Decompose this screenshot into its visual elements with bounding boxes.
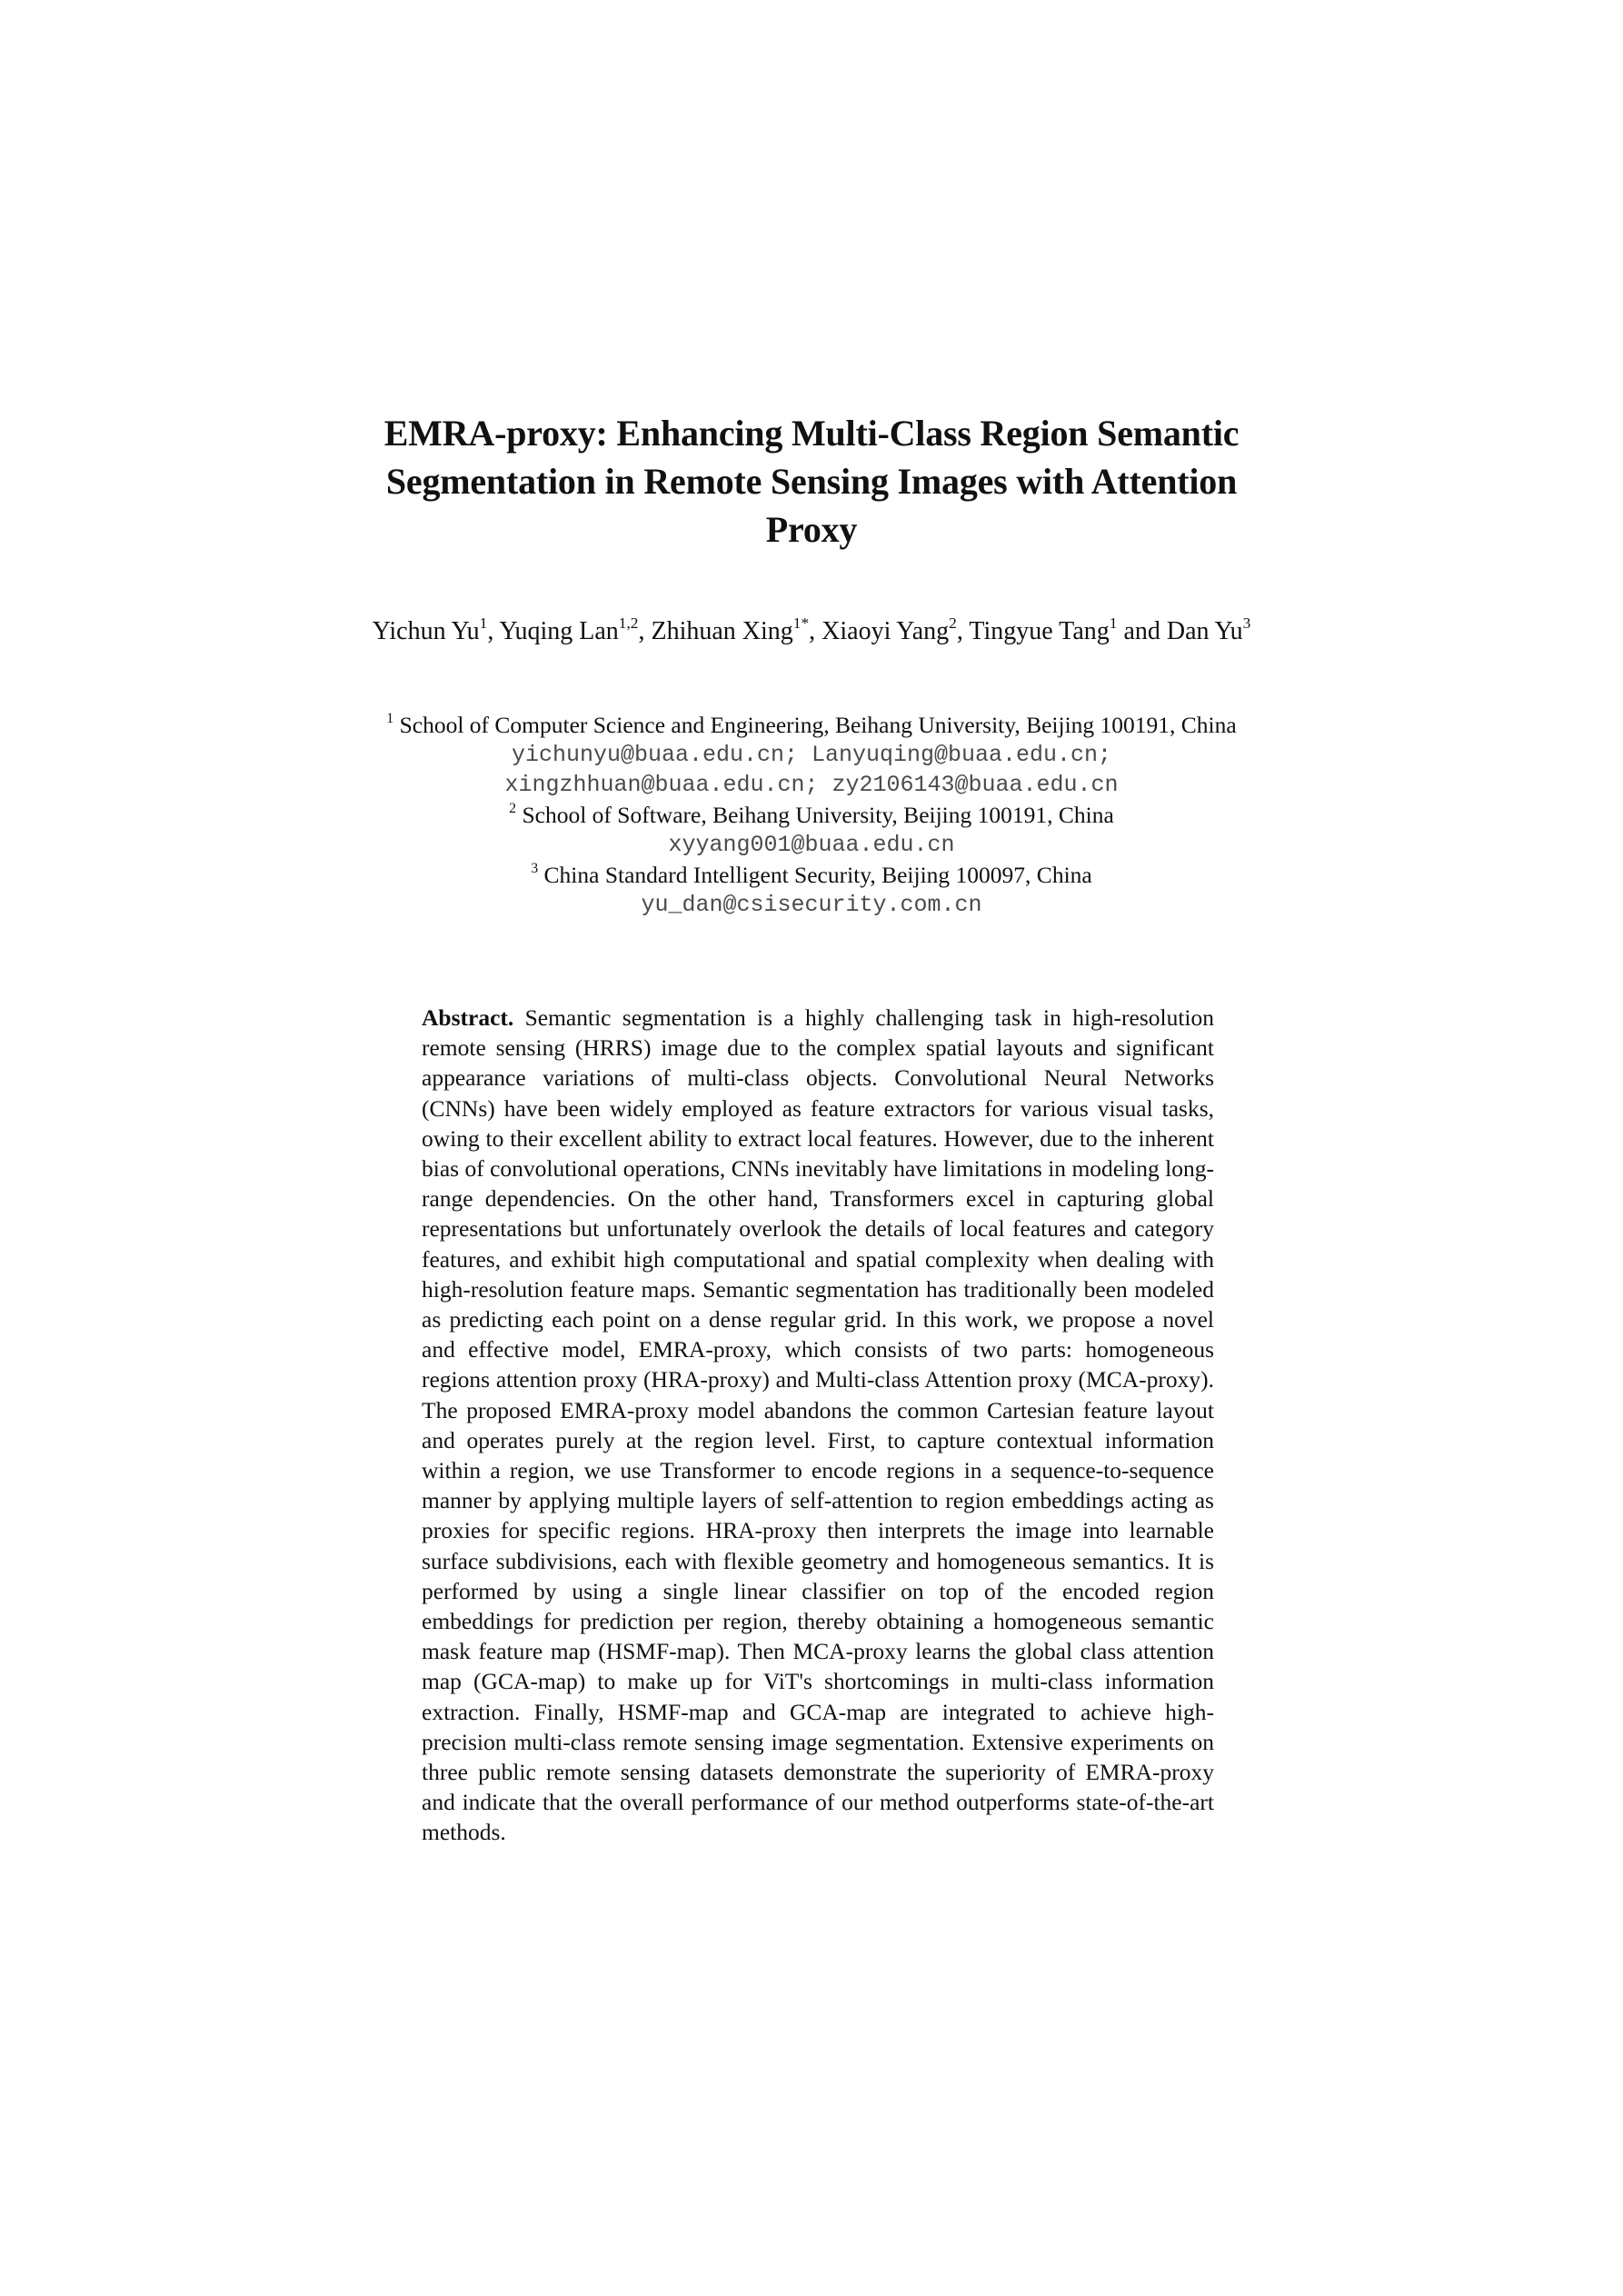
- author: Dan Yu$^3$: [1166, 614, 1251, 645]
- author: Xiaoyi Yang$^2$,: [821, 614, 970, 645]
- author-affiliation-marker: 3: [1242, 614, 1251, 632]
- email-line[interactable]: yu_dan@csisecurity.com.cn: [641, 892, 982, 918]
- author-affiliation-marker: 1*: [792, 614, 810, 632]
- paper-title: EMRA-proxy: Enhancing Multi-Class Region Semantic Segmentation in Remote Sensing Images with Attention Proxy: [383, 413, 1240, 550]
- abstract: [422, 1003, 1214, 1848]
- affiliations: [345, 710, 1278, 920]
- author: Zhihuan Xing$^{1*}$,: [651, 614, 822, 645]
- abstract-body: Semantic segmentation is a highly challenging task in high-resolution remote sensing (HRRS) image due to the complex spatial layouts and significant appearance variations of multi-class objects. Convolutional Neural Networks (CNNs) have been widely employed as feature extractors for various visual tasks, owing to their excellent ability to extract local features. However, due to the inherent bias of convolutional operations, CNNs inevitably have limitations in modeling long-range dependencies. On the other hand, Transformers excel in capturing global representations but unfortunately overlook the details of local features and category features, and exhibit high computational and spatial complexity when dealing with high-resolution feature maps. Semantic segmentation has traditionally been modeled as predicting each point on a dense regular grid. In this work, we propose a novel and effective model, EMRA-proxy, which consists of two parts: homogeneous regions attention proxy (HRA-proxy) and Multi-class Attention proxy (MCA-proxy). The proposed EMRA-proxy model abandons the common Cartesian feature layout and operates purely at the region level. First, to capture contextual information within a region, we use Transformer to encode regions in a sequence-to-sequence manner by applying multiple layers of self-attention to region embeddings acting as proxies for specific regions. HRA-proxy then interprets the image into learnable surface subdivisions, each with flexible geometry and homogeneous semantics. It is performed by using a single linear classifier on top of the encoded region embeddings for prediction per region, thereby obtaining a homogeneous semantic mask feature map (HSMF-map). Then MCA-proxy learns the global class attention map (GCA-map) to make up for ViT's shortcomings in multi-class information extraction. Finally, HSMF-map and GCA-map are integrated to achieve high-precision multi-class remote sensing image segmentation. Extensive experiments on three public remote sensing datasets demonstrate the superiority of EMRA-proxy and indicate that the overall performance of our method outperforms state-of-the-art methods.: [422, 1004, 1215, 1846]
- affiliation-3: $^3$ China Standard Intelligent Security, Beijing 100097, China: [531, 860, 1092, 888]
- author-affiliation-marker: 1: [479, 614, 488, 632]
- affiliation-1: $^1$ School of Computer Science and Engineering, Beihang University, Beijing 100191, China: [386, 710, 1237, 738]
- author-list: [345, 616, 1278, 646]
- email-line[interactable]: xingzhhuan@buaa.edu.cn; zy2106143@buaa.edu.cn: [504, 772, 1119, 798]
- email-line[interactable]: xyyang001@buaa.edu.cn: [668, 832, 955, 858]
- author-affiliation-marker: 1,2: [618, 614, 639, 632]
- affiliation-2: $^2$ School of Software, Beihang University, Beijing 100191, China: [509, 800, 1114, 828]
- abstract-label: Abstract.: [422, 1004, 514, 1031]
- affiliation-marker: 3: [531, 860, 539, 876]
- email-line[interactable]: yichunyu@buaa.edu.cn; Lanyuqing@buaa.edu.cn;: [511, 742, 1112, 768]
- author-affiliation-marker: 2: [949, 614, 957, 632]
- affiliation-marker: 1: [386, 710, 394, 726]
- author-affiliation-marker: 1: [1109, 614, 1118, 632]
- author: Yichun Yu$^1$,: [372, 614, 500, 645]
- affiliation-marker: 2: [509, 800, 517, 816]
- author: Tingyue Tang$^1$ and: [969, 614, 1167, 645]
- author: Yuqing Lan$^{1,2}$,: [499, 614, 652, 645]
